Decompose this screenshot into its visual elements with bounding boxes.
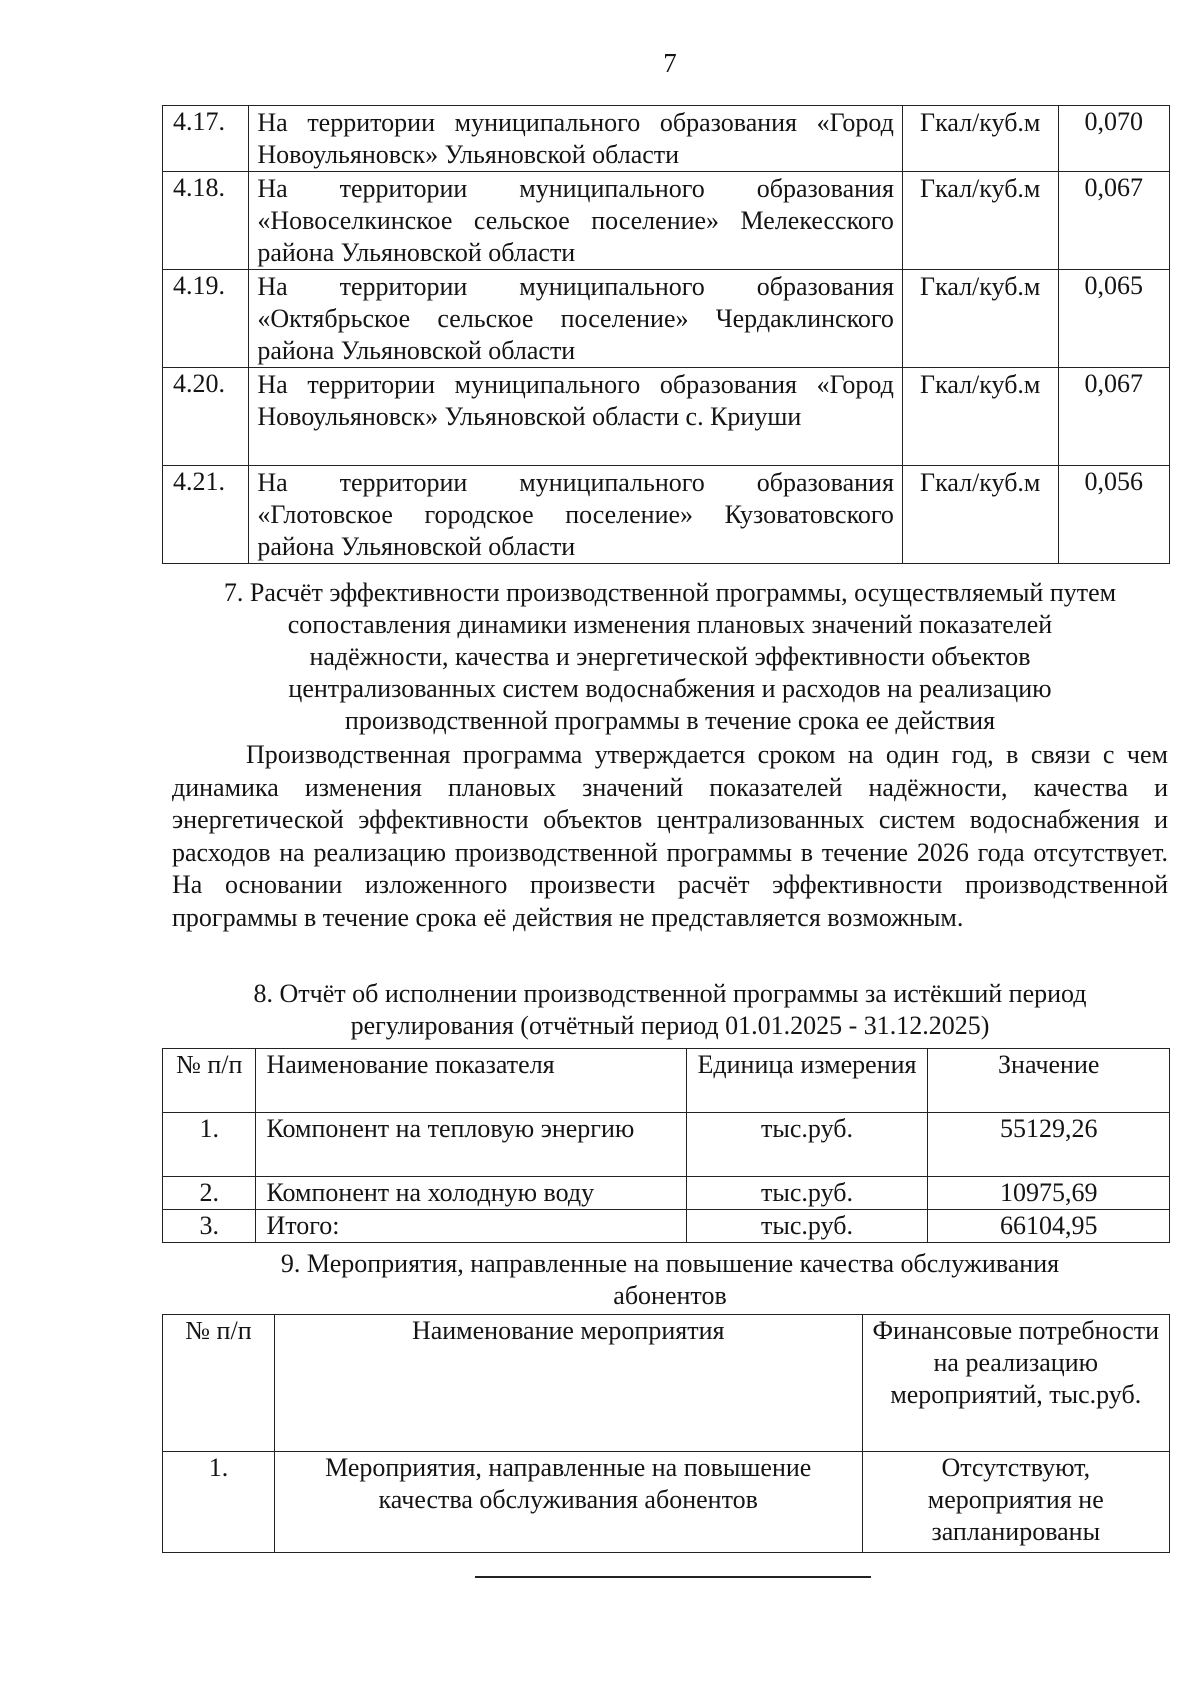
- header-unit: Единица измерения: [686, 1049, 928, 1113]
- unit: тыс.руб.: [686, 1113, 928, 1177]
- unit: тыс.руб.: [686, 1210, 928, 1243]
- territory-name: На территории муниципального образования «Глотовское городское поселение» Кузоватовского района Ульяновской области: [249, 466, 903, 564]
- financing-value: Отсутствуют, мероприятия не запланированы: [862, 1452, 1169, 1553]
- report-table: [162, 1048, 1170, 1243]
- row-number: 2.: [163, 1177, 256, 1210]
- value: 66104,95: [928, 1210, 1170, 1243]
- title-line: 7. Расчёт эффективности производственной программы, осуществляемый путем: [223, 578, 1117, 607]
- table-row: [163, 106, 1170, 172]
- unit: тыс.руб.: [686, 1177, 928, 1210]
- value: 0,056: [1058, 466, 1169, 564]
- value: 0,070: [1058, 106, 1169, 172]
- title-line: централизованных систем водоснабжения и расходов на реализацию: [288, 674, 1052, 703]
- title-line: сопоставления динамики изменения плановых значений показателей: [287, 610, 1053, 639]
- territory-name: На территории муниципального образования «Новоселкинское сельское поселение» Мелекесского района Ульяновской области: [249, 172, 903, 270]
- row-number: 4.21.: [163, 466, 249, 564]
- title-line: надёжности, качества и энергетической эффективности объектов: [309, 642, 1031, 671]
- table-header-row: [163, 1315, 1170, 1452]
- table-row: [163, 270, 1170, 368]
- unit: Гкал/куб.м: [902, 106, 1058, 172]
- end-rule: [475, 1576, 871, 1578]
- row-number: 4.17.: [163, 106, 249, 172]
- section-7-paragraph: Производственная программа утверждается сроком на один год, в связи с чем динамика изменения плановых значений показателей надёжности, качества и энергетической эффективности объектов централизованных систем водоснабжения и расходов на реализацию производственной программы в течение 2026 года отсутствует. На основании изложенного произвести расчёт эффективности производственной программы в течение срока её действия не представляется возможным.: [172, 740, 1168, 932]
- table-row: [163, 172, 1170, 270]
- row-number: 1.: [163, 1452, 275, 1553]
- header-num: № п/п: [163, 1049, 256, 1113]
- table-row: [163, 1113, 1170, 1177]
- title-line: регулирования (отчётный период 01.01.2025 - 31.12.2025): [350, 1011, 990, 1040]
- section-9-title: [170, 1248, 1170, 1312]
- unit: Гкал/куб.м: [902, 368, 1058, 466]
- title-line: производственной программы в течение срока ее действия: [344, 706, 996, 735]
- row-number: 4.20.: [163, 368, 249, 466]
- title-line: 8. Отчёт об исполнении производственной программы за истёкший период: [253, 979, 1087, 1008]
- header-value: Значение: [928, 1049, 1170, 1113]
- section-8-title: [170, 978, 1170, 1042]
- row-number: 4.19.: [163, 270, 249, 368]
- title-line: 9. Мероприятия, направленные на повышение качества обслуживания: [280, 1249, 1060, 1278]
- indicators-table: [162, 105, 1170, 564]
- header-financing: Финансовые потребности на реализацию мероприятий, тыс.руб.: [862, 1315, 1169, 1452]
- row-number: 3.: [163, 1210, 256, 1243]
- header-name: Наименование показателя: [256, 1049, 686, 1113]
- row-number: 4.18.: [163, 172, 249, 270]
- header-num: № п/п: [163, 1315, 275, 1452]
- territory-name: На территории муниципального образования «Октябрьское сельское поселение» Чердаклинского района Ульяновской области: [249, 270, 903, 368]
- value: 55129,26: [928, 1113, 1170, 1177]
- territory-name: На территории муниципального образования «Город Новоульяновск» Ульяновской области: [249, 106, 903, 172]
- value: 0,067: [1058, 368, 1169, 466]
- unit: Гкал/куб.м: [902, 466, 1058, 564]
- unit: Гкал/куб.м: [902, 172, 1058, 270]
- table-row: [163, 1210, 1170, 1243]
- header-name: Наименование мероприятия: [274, 1315, 862, 1452]
- table-row: [163, 1177, 1170, 1210]
- unit: Гкал/куб.м: [902, 270, 1058, 368]
- row-number: 1.: [163, 1113, 256, 1177]
- table-row: [163, 368, 1170, 466]
- title-line: абонентов: [613, 1281, 727, 1310]
- table-row: [163, 466, 1170, 564]
- measure-name: Мероприятия, направленные на повышение качества обслуживания абонентов: [274, 1452, 862, 1553]
- section-7-title: [170, 577, 1170, 737]
- territory-name: На территории муниципального образования «Город Новоульяновск» Ульяновской области с. Криуши: [249, 368, 903, 466]
- table-header-row: [163, 1049, 1170, 1113]
- measures-table: [162, 1314, 1170, 1553]
- page-number: 7: [663, 48, 677, 78]
- value: 0,067: [1058, 172, 1169, 270]
- indicator-name: Компонент на холодную воду: [256, 1177, 686, 1210]
- indicator-name: Компонент на тепловую энергию: [256, 1113, 686, 1177]
- indicator-name: Итого:: [256, 1210, 686, 1243]
- value: 10975,69: [928, 1177, 1170, 1210]
- table-row: [163, 1452, 1170, 1553]
- value: 0,065: [1058, 270, 1169, 368]
